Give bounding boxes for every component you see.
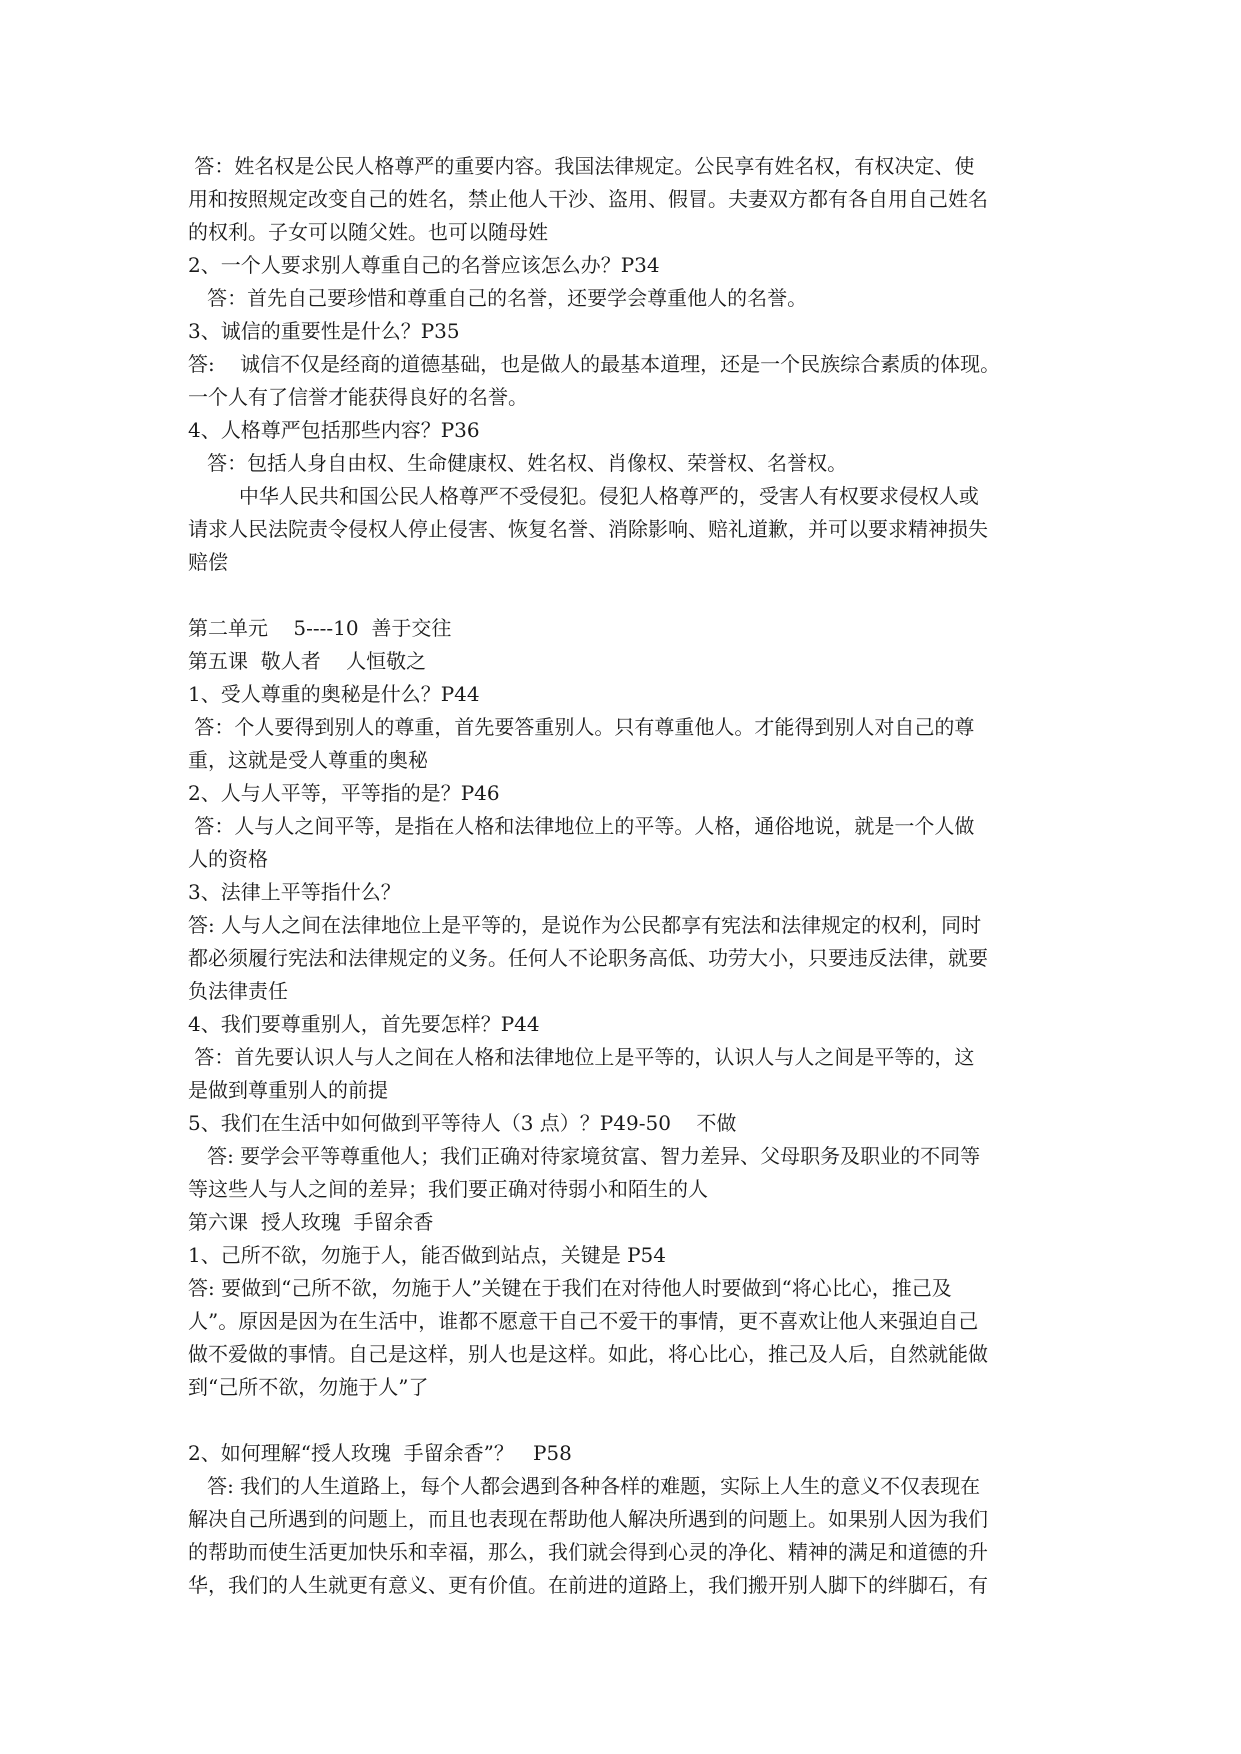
blank-line [188, 1404, 1068, 1437]
blank-line [188, 579, 1068, 612]
text-line: 一个人有了信誉才能获得良好的名誉。 [188, 385, 528, 409]
document-body [188, 150, 1068, 1602]
text-line: 解决自己所遇到的问题上，而且也表现在帮助他人解决所遇到的问题上。如果别人因为我们 [188, 1507, 988, 1531]
text-line: 第六课 授人玫瑰 手留余香 [188, 1210, 434, 1234]
text-line: 3、诚信的重要性是什么？P35 [188, 319, 460, 343]
text-line: 人的资格 [188, 847, 268, 871]
text-line: 华，我们的人生就更有意义、更有价值。在前进的道路上，我们搬开别人脚下的绊脚石，有 [188, 1573, 988, 1597]
text-line: 答: 要学会平等尊重他人；我们正确对待家境贫富、智力差异、父母职务及职业的不同等 [188, 1144, 981, 1168]
text-line: 答：首先自己要珍惜和尊重自己的名誉，还要学会尊重他人的名誉。 [188, 286, 808, 310]
text-line: 4、人格尊严包括那些内容？P36 [188, 418, 480, 442]
text-line: 都必须履行宪法和法律规定的义务。任何人不论职务高低、功劳大小，只要违反法律，就要 [188, 946, 988, 970]
text-line: 答: 人与人之间在法律地位上是平等的，是说作为公民都享有宪法和法律规定的权利，同时 [188, 913, 982, 937]
text-line: 请求人民法院责令侵权人停止侵害、恢复名誉、消除影响、赔礼道歉，并可以要求精神损失 [188, 517, 988, 541]
text-line: 第五课 敬人者 人恒敬之 [188, 649, 427, 673]
text-line: 赔偿 [188, 550, 228, 574]
text-line: 答：人与人之间平等，是指在人格和法律地位上的平等。人格，通俗地说，就是一个人做 [188, 814, 975, 838]
text-line: 答: 要做到“己所不欲，勿施于人”关键在于我们在对待他人时要做到“将心比心，推己及 [188, 1276, 952, 1300]
text-line: 负法律责任 [188, 979, 288, 1003]
text-line: 到“己所不欲，勿施于人”了 [188, 1375, 429, 1399]
text-line: 做不爱做的事情。自己是这样，别人也是这样。如此，将心比心，推己及人后，自然就能做 [188, 1342, 988, 1366]
text-line: 等这些人与人之间的差异；我们要正确对待弱小和陌生的人 [188, 1177, 708, 1201]
text-line: 答: 我们的人生道路上，每个人都会遇到各种各样的难题，实际上人生的意义不仅表现在 [188, 1474, 981, 1498]
text-line: 答：首先要认识人与人之间在人格和法律地位上是平等的，认识人与人之间是平等的，这 [188, 1045, 975, 1069]
text-line: 2、一个人要求别人尊重自己的名誉应该怎么办？P34 [188, 253, 660, 277]
text-line: 4、我们要尊重别人，首先要怎样？P44 [188, 1012, 540, 1036]
text-line: 2、如何理解“授人玫瑰 手留余香”？ P58 [188, 1441, 572, 1465]
text-line: 第二单元 5----10 善于交往 [188, 616, 452, 640]
text-line: 3、法律上平等指什么？ [188, 880, 401, 904]
text-line: 答: 诚信不仅是经商的道德基础，也是做人的最基本道理，还是一个民族综合素质的体现。 [188, 352, 1001, 376]
text-line: 是做到尊重别人的前提 [188, 1078, 388, 1102]
text-line: 的帮助而使生活更加快乐和幸福，那么，我们就会得到心灵的净化、精神的满足和道德的升 [188, 1540, 988, 1564]
text-line: 人”。原因是因为在生活中，谁都不愿意干自己不爱干的事情，更不喜欢让他人来强迫自己 [188, 1309, 979, 1333]
text-line: 的权利。子女可以随父姓。也可以随母姓 [188, 220, 548, 244]
text-line: 2、人与人平等，平等指的是？P46 [188, 781, 500, 805]
text-line: 中华人民共和国公民人格尊严不受侵犯。侵犯人格尊严的，受害人有权要求侵权人或 [188, 484, 979, 508]
text-line: 1、受人尊重的奥秘是什么？P44 [188, 682, 480, 706]
text-line: 1、己所不欲，勿施于人，能否做到站点，关键是 P54 [188, 1243, 666, 1267]
text-line: 答：包括人身自由权、生命健康权、姓名权、肖像权、荣誉权、名誉权。 [188, 451, 848, 475]
text-line: 答：个人要得到别人的尊重，首先要答重别人。只有尊重他人。才能得到别人对自己的尊 [188, 715, 975, 739]
text-line: 用和按照规定改变自己的姓名，禁止他人干沙、盗用、假冒。夫妻双方都有各自用自己姓名 [188, 187, 988, 211]
text-line: 答：姓名权是公民人格尊严的重要内容。我国法律规定。公民享有姓名权，有权决定、使 [188, 154, 975, 178]
text-line: 5、我们在生活中如何做到平等待人（3 点）？P49-50 不做 [188, 1111, 737, 1135]
text-line: 重，这就是受人尊重的奥秘 [188, 748, 428, 772]
